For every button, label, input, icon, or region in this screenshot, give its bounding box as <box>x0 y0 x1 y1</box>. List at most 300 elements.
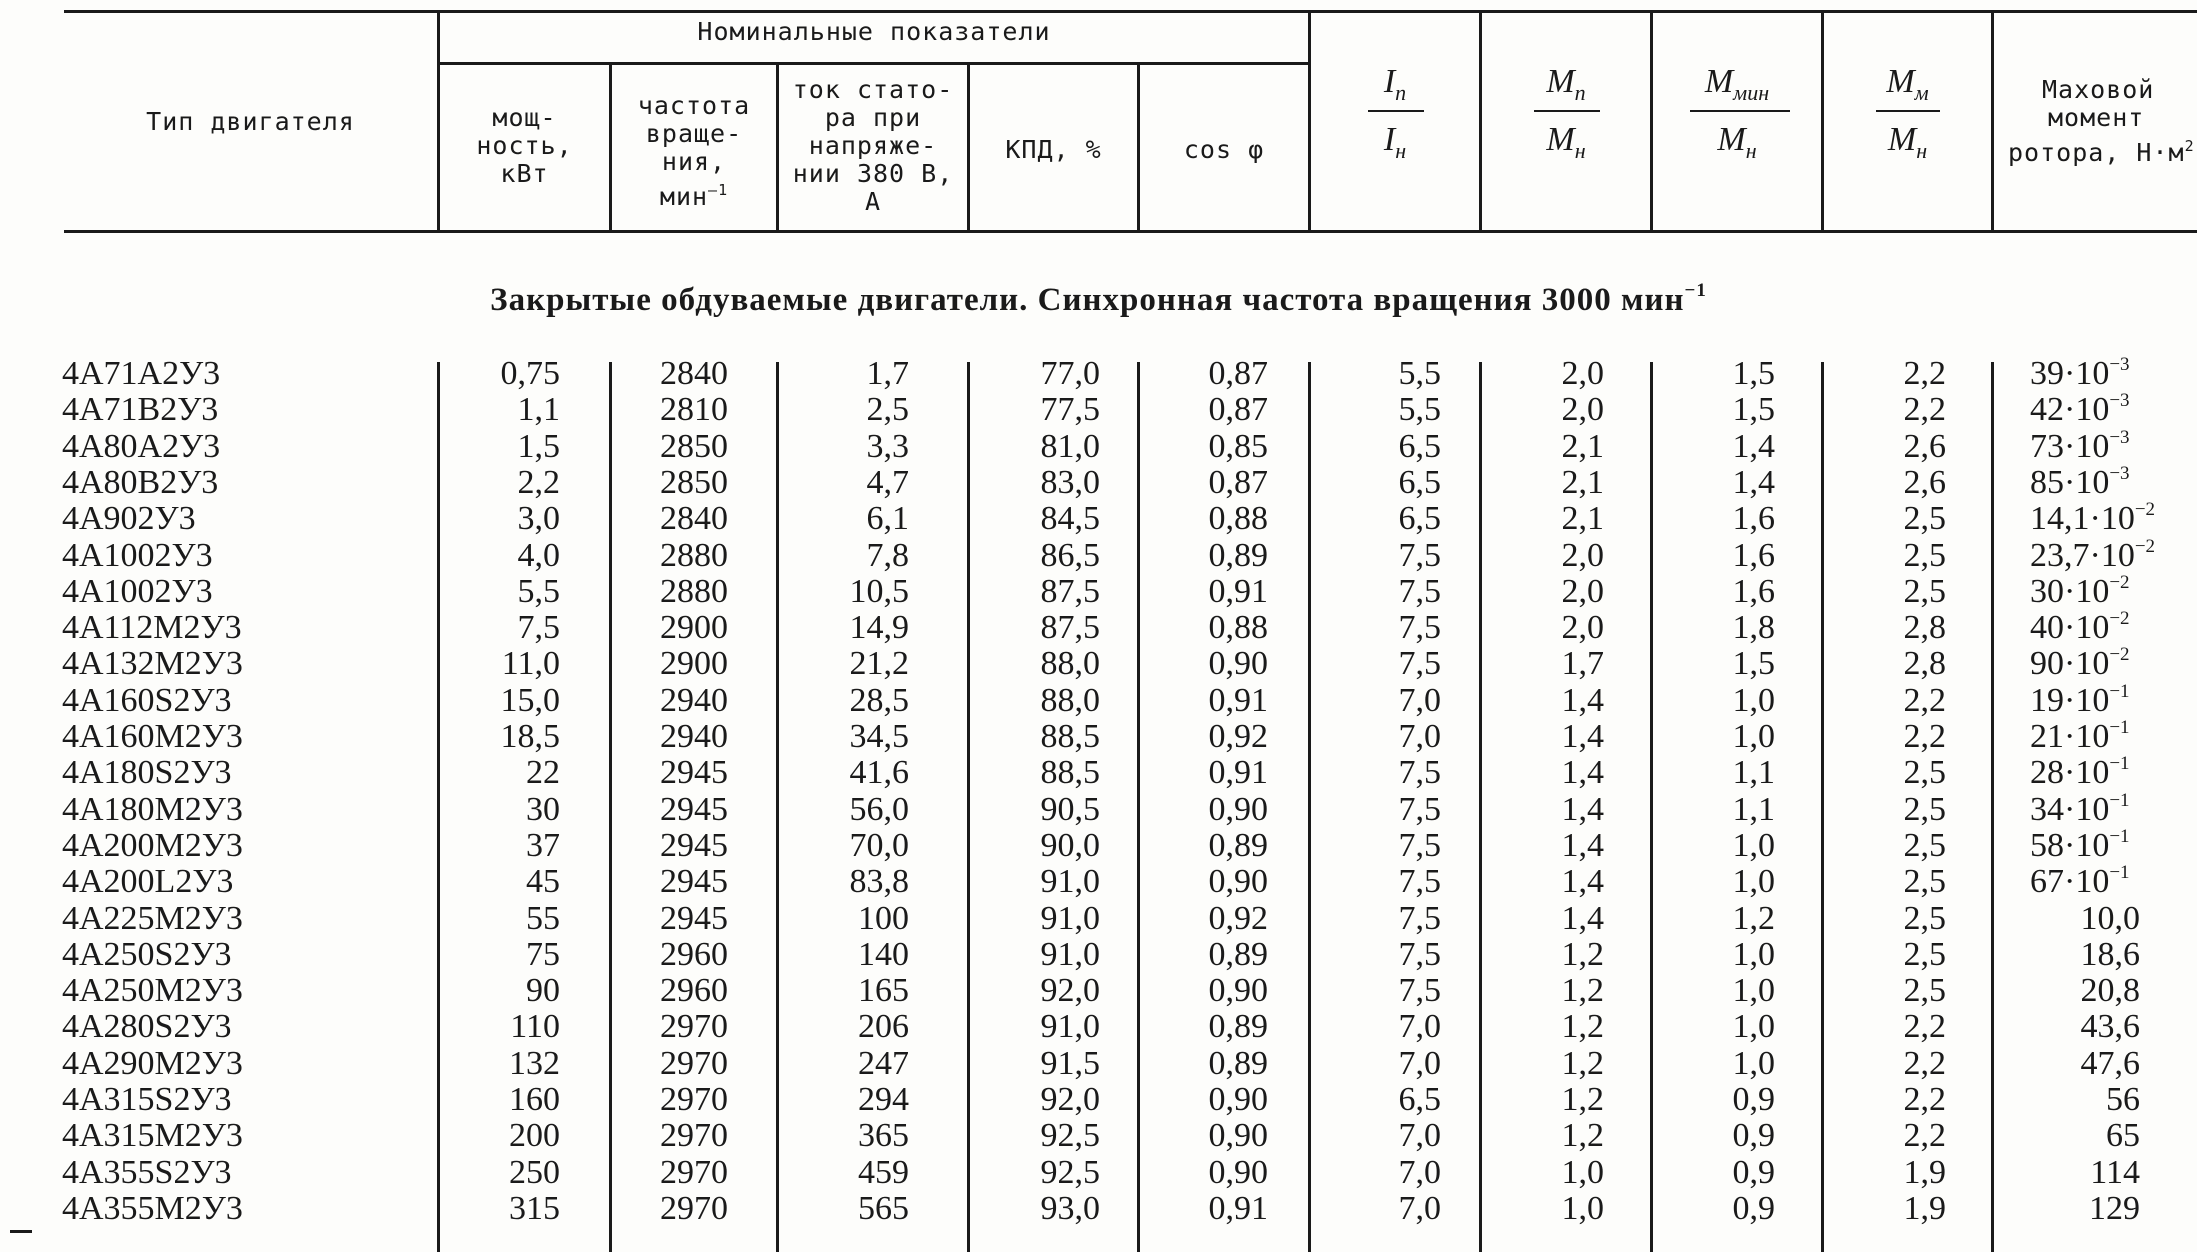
flywheel-exponent: −1 <box>2109 717 2130 738</box>
cell-mm: 2,5 <box>1903 500 1946 537</box>
cell-mp: 2,0 <box>1561 355 1604 392</box>
cell-cos: 0,91 <box>1208 754 1268 791</box>
cell-current: 4,7 <box>866 464 909 501</box>
cell-flywheel <box>2030 1155 2140 1191</box>
cell-speed: 2840 <box>660 500 728 537</box>
cell-mm: 2,5 <box>1903 827 1946 864</box>
cell-mmin: 1,0 <box>1732 827 1775 864</box>
cell-mmin: 0,9 <box>1732 1154 1775 1191</box>
cell-current: 247 <box>858 1045 909 1082</box>
flywheel-exponent: −3 <box>2109 463 2130 484</box>
cell-mmin: 1,8 <box>1732 609 1775 646</box>
cell-ip: 7,5 <box>1398 863 1441 900</box>
cell-ip: 7,5 <box>1398 537 1441 574</box>
cell-mmin: 1,0 <box>1732 682 1775 719</box>
cell-mp: 1,7 <box>1561 645 1604 682</box>
cell-mp: 1,0 <box>1561 1154 1604 1191</box>
header-mmin-fraction-bar <box>1690 110 1790 112</box>
cell-mm: 2,8 <box>1903 645 1946 682</box>
cell-power: 1,1 <box>517 391 560 428</box>
cell-type: 4А71А2У3 <box>62 355 221 392</box>
cell-type: 4А280S2У3 <box>62 1008 232 1045</box>
cell-type: 4А180S2У3 <box>62 754 232 791</box>
cell-mmin: 1,5 <box>1732 355 1775 392</box>
cell-current: 565 <box>858 1190 909 1227</box>
cell-eff: 87,5 <box>1040 609 1100 646</box>
cell-speed: 2945 <box>660 754 728 791</box>
flywheel-base: 56 <box>2106 1081 2140 1118</box>
cell-flywheel <box>2030 901 2140 937</box>
cell-type: 4А290М2У3 <box>62 1045 243 1082</box>
flywheel-exponent: −3 <box>2109 354 2130 375</box>
flywheel-base: 28·10 <box>2030 754 2110 791</box>
cell-speed: 2970 <box>660 1045 728 1082</box>
body-divider <box>1991 362 1994 1252</box>
cell-power: 3,0 <box>517 500 560 537</box>
cell-speed: 2850 <box>660 464 728 501</box>
header-power: мощ- ность, кВт <box>476 103 573 188</box>
cell-speed: 2810 <box>660 391 728 428</box>
cell-cos: 0,92 <box>1208 718 1268 755</box>
cell-power: 0,75 <box>500 355 560 392</box>
cell-mm: 2,5 <box>1903 537 1946 574</box>
flywheel-base: 42·10 <box>2030 391 2110 428</box>
header-mp-fraction-bar <box>1534 110 1600 112</box>
cell-ip: 7,5 <box>1398 645 1441 682</box>
cell-mmin: 0,9 <box>1732 1117 1775 1154</box>
cell-mmin: 1,2 <box>1732 900 1775 937</box>
cell-mm: 2,5 <box>1903 900 1946 937</box>
cell-eff: 88,0 <box>1040 682 1100 719</box>
header-mp-numerator: $M_п$ <box>1546 63 1586 105</box>
cell-flywheel <box>2030 538 2197 574</box>
cell-eff: 92,5 <box>1040 1117 1100 1154</box>
header-bottom-rule <box>64 230 2197 233</box>
flywheel-exponent: −1 <box>2109 790 2130 811</box>
cell-ip: 7,5 <box>1398 754 1441 791</box>
flywheel-base: 39·10 <box>2030 355 2110 392</box>
cell-mp: 2,0 <box>1561 391 1604 428</box>
cell-speed: 2970 <box>660 1190 728 1227</box>
cell-mmin: 1,0 <box>1732 972 1775 1009</box>
cell-speed: 2970 <box>660 1008 728 1045</box>
cell-eff: 93,0 <box>1040 1190 1100 1227</box>
cell-eff: 90,5 <box>1040 791 1100 828</box>
cell-type: 4А71В2У3 <box>62 391 219 428</box>
header-mmin-denominator: $M_н$ <box>1717 121 1757 163</box>
cell-mp: 2,0 <box>1561 573 1604 610</box>
cell-current: 56,0 <box>849 791 909 828</box>
flywheel-base: 18,6 <box>2080 936 2140 973</box>
flywheel-base: 73·10 <box>2030 428 2110 465</box>
flywheel-base: 40·10 <box>2030 609 2110 646</box>
cell-power: 1,5 <box>517 428 560 465</box>
cell-mmin: 1,0 <box>1732 1045 1775 1082</box>
cell-flywheel <box>2030 937 2140 973</box>
cell-eff: 92,0 <box>1040 972 1100 1009</box>
cell-mm: 2,5 <box>1903 863 1946 900</box>
cell-type: 4А112М2У3 <box>62 609 242 646</box>
cell-speed: 2970 <box>660 1081 728 1118</box>
cell-flywheel <box>2030 792 2197 828</box>
cell-mmin: 0,9 <box>1732 1081 1775 1118</box>
cell-cos: 0,89 <box>1208 1045 1268 1082</box>
cell-speed: 2960 <box>660 972 728 1009</box>
cell-mp: 1,4 <box>1561 718 1604 755</box>
flywheel-base: 10,0 <box>2080 900 2140 937</box>
flywheel-base: 85·10 <box>2030 464 2110 501</box>
cell-flywheel <box>2030 1009 2140 1045</box>
cell-eff: 77,0 <box>1040 355 1100 392</box>
cell-cos: 0,90 <box>1208 1081 1268 1118</box>
cell-mmin: 1,6 <box>1732 573 1775 610</box>
cell-power: 4,0 <box>517 537 560 574</box>
cell-flywheel <box>2030 1118 2140 1154</box>
cell-ip: 7,0 <box>1398 1117 1441 1154</box>
cell-ip: 7,5 <box>1398 827 1441 864</box>
cell-mm: 2,2 <box>1903 1081 1946 1118</box>
cell-speed: 2945 <box>660 827 728 864</box>
cell-flywheel <box>2030 429 2197 465</box>
cell-ip: 7,5 <box>1398 791 1441 828</box>
cell-mp: 1,4 <box>1561 900 1604 937</box>
flywheel-exponent: −1 <box>2109 862 2130 883</box>
cell-current: 6,1 <box>866 500 909 537</box>
cell-power: 250 <box>509 1154 560 1191</box>
cell-cos: 0,90 <box>1208 972 1268 1009</box>
cell-mmin: 1,5 <box>1732 645 1775 682</box>
cell-cos: 0,91 <box>1208 573 1268 610</box>
cell-speed: 2840 <box>660 355 728 392</box>
cell-eff: 92,5 <box>1040 1154 1100 1191</box>
cell-type: 4А160М2У3 <box>62 718 243 755</box>
cell-power: 22 <box>526 754 560 791</box>
cell-eff: 88,0 <box>1040 645 1100 682</box>
cell-flywheel <box>2030 864 2197 900</box>
cell-ip: 7,0 <box>1398 1008 1441 1045</box>
cell-flywheel <box>2030 828 2197 864</box>
flywheel-exponent: −2 <box>2109 572 2130 593</box>
cell-cos: 0,91 <box>1208 682 1268 719</box>
cell-ip: 5,5 <box>1398 355 1441 392</box>
cell-power: 7,5 <box>517 609 560 646</box>
cell-speed: 2960 <box>660 936 728 973</box>
cell-mmin: 1,6 <box>1732 537 1775 574</box>
cell-mp: 2,0 <box>1561 609 1604 646</box>
cell-mmin: 1,1 <box>1732 754 1775 791</box>
cell-eff: 87,5 <box>1040 573 1100 610</box>
cell-mmin: 1,0 <box>1732 863 1775 900</box>
cell-speed: 2970 <box>660 1117 728 1154</box>
cell-cos: 0,90 <box>1208 1117 1268 1154</box>
flywheel-base: 90·10 <box>2030 645 2110 682</box>
flywheel-base: 58·10 <box>2030 827 2110 864</box>
header-ip-denominator: $I_н$ <box>1383 121 1407 163</box>
cell-cos: 0,88 <box>1208 500 1268 537</box>
flywheel-exponent: −3 <box>2109 427 2130 448</box>
cell-cos: 0,89 <box>1208 1008 1268 1045</box>
cell-cos: 0,89 <box>1208 537 1268 574</box>
cell-eff: 88,5 <box>1040 718 1100 755</box>
cell-current: 3,3 <box>866 428 909 465</box>
cell-mp: 1,4 <box>1561 791 1604 828</box>
cell-power: 45 <box>526 863 560 900</box>
cell-mm: 2,2 <box>1903 1008 1946 1045</box>
cell-flywheel <box>2030 755 2197 791</box>
cell-mp: 2,0 <box>1561 537 1604 574</box>
cell-mm: 2,6 <box>1903 464 1946 501</box>
cell-mm: 2,6 <box>1903 428 1946 465</box>
cell-type: 4А355S2У3 <box>62 1154 232 1191</box>
header-ip-numerator: $I_п$ <box>1383 63 1407 105</box>
flywheel-base: 34·10 <box>2030 791 2110 828</box>
cell-mmin: 0,9 <box>1732 1190 1775 1227</box>
flywheel-base: 114 <box>2090 1154 2140 1191</box>
cell-power: 200 <box>509 1117 560 1154</box>
cell-eff: 92,0 <box>1040 1081 1100 1118</box>
header-mm-numerator: $M_м$ <box>1886 63 1929 105</box>
cell-mmin: 1,0 <box>1732 1008 1775 1045</box>
header-speed: частота враще- ния, мин$^{—1}$ <box>637 91 751 211</box>
cell-mm: 2,5 <box>1903 573 1946 610</box>
cell-power: 5,5 <box>517 573 560 610</box>
header-mmin-numerator: $M_{мин}$ <box>1704 63 1770 105</box>
flywheel-base: 19·10 <box>2030 682 2110 719</box>
header-mm-denominator: $M_н$ <box>1887 121 1928 163</box>
cell-current: 365 <box>858 1117 909 1154</box>
cell-flywheel <box>2030 973 2140 1009</box>
cell-type: 4А250М2У3 <box>62 972 243 1009</box>
cell-power: 90 <box>526 972 560 1009</box>
cell-mm: 1,9 <box>1903 1154 1946 1191</box>
cell-ip: 7,5 <box>1398 609 1441 646</box>
cell-ip: 6,5 <box>1398 500 1441 537</box>
flywheel-base: 30·10 <box>2030 573 2110 610</box>
cell-type: 4А902У3 <box>62 500 196 537</box>
header-ip-fraction-bar <box>1368 110 1424 112</box>
margin-mark <box>10 1230 32 1233</box>
cell-type: 4А160S2У3 <box>62 682 232 719</box>
cell-mp: 1,2 <box>1561 936 1604 973</box>
cell-eff: 81,0 <box>1040 428 1100 465</box>
cell-mm: 2,2 <box>1903 718 1946 755</box>
cell-current: 83,8 <box>849 863 909 900</box>
cell-cos: 0,89 <box>1208 936 1268 973</box>
cell-current: 459 <box>858 1154 909 1191</box>
cell-mmin: 1,5 <box>1732 391 1775 428</box>
cell-type: 4А200М2У3 <box>62 827 243 864</box>
cell-mm: 2,5 <box>1903 936 1946 973</box>
flywheel-base: 14,1·10 <box>2030 500 2135 537</box>
header-divider <box>1991 10 1994 230</box>
cell-cos: 0,88 <box>1208 609 1268 646</box>
cell-current: 34,5 <box>849 718 909 755</box>
flywheel-base: 20,8 <box>2080 972 2140 1009</box>
cell-eff: 91,0 <box>1040 900 1100 937</box>
cell-eff: 91,0 <box>1040 1008 1100 1045</box>
cell-cos: 0,89 <box>1208 827 1268 864</box>
cell-type: 4А200L2У3 <box>62 863 234 900</box>
cell-flywheel <box>2030 1046 2140 1082</box>
cell-flywheel <box>2030 501 2197 537</box>
cell-mp: 1,4 <box>1561 827 1604 864</box>
cell-flywheel <box>2030 392 2197 428</box>
cell-power: 160 <box>509 1081 560 1118</box>
cell-ip: 5,5 <box>1398 391 1441 428</box>
header-group: Номинальные показатели <box>697 17 1051 46</box>
cell-mm: 2,5 <box>1903 791 1946 828</box>
flywheel-base: 43,6 <box>2080 1008 2140 1045</box>
cell-mp: 1,4 <box>1561 754 1604 791</box>
cell-ip: 7,0 <box>1398 1190 1441 1227</box>
group-header-rule <box>440 62 1310 65</box>
cell-eff: 88,5 <box>1040 754 1100 791</box>
cell-current: 7,8 <box>866 537 909 574</box>
header-current: ток стато- ра при напряже- нии 380 В, А <box>792 75 954 216</box>
cell-mp: 1,2 <box>1561 1081 1604 1118</box>
cell-flywheel <box>2030 465 2197 501</box>
cell-flywheel <box>2030 356 2197 392</box>
cell-ip: 7,0 <box>1398 1154 1441 1191</box>
cell-ip: 7,5 <box>1398 573 1441 610</box>
cell-mmin: 1,4 <box>1732 464 1775 501</box>
flywheel-exponent: −1 <box>2109 681 2130 702</box>
cell-power: 30 <box>526 791 560 828</box>
cell-flywheel <box>2030 1191 2140 1227</box>
cell-eff: 90,0 <box>1040 827 1100 864</box>
cell-mp: 1,4 <box>1561 682 1604 719</box>
cell-eff: 86,5 <box>1040 537 1100 574</box>
cell-type: 4А180М2У3 <box>62 791 243 828</box>
header-mp-denominator: $M_н$ <box>1546 121 1586 163</box>
cell-ip: 7,0 <box>1398 718 1441 755</box>
cell-flywheel <box>2030 1082 2140 1118</box>
cell-eff: 91,0 <box>1040 936 1100 973</box>
section-title: Закрытые обдуваемые двигатели. Синхронная частота вращения 3000 мин$^{-1}$ <box>490 280 1707 318</box>
cell-cos: 0,87 <box>1208 464 1268 501</box>
cell-mp: 1,2 <box>1561 1117 1604 1154</box>
cell-current: 41,6 <box>849 754 909 791</box>
cell-current: 70,0 <box>849 827 909 864</box>
cell-type: 4А1002У3 <box>62 537 213 574</box>
cell-speed: 2850 <box>660 428 728 465</box>
cell-power: 315 <box>509 1190 560 1227</box>
cell-power: 75 <box>526 936 560 973</box>
cell-flywheel <box>2030 683 2197 719</box>
cell-ip: 6,5 <box>1398 1081 1441 1118</box>
flywheel-exponent: −2 <box>2109 644 2130 665</box>
cell-type: 4А80А2У3 <box>62 428 221 465</box>
header-efficiency: КПД, % <box>1005 135 1102 164</box>
cell-mmin: 1,4 <box>1732 428 1775 465</box>
cell-type: 4А315S2У3 <box>62 1081 232 1118</box>
cell-speed: 2940 <box>660 718 728 755</box>
cell-power: 18,5 <box>500 718 560 755</box>
header-mm-fraction-bar <box>1876 110 1940 112</box>
cell-cos: 0,90 <box>1208 645 1268 682</box>
flywheel-exponent: −1 <box>2109 826 2130 847</box>
cell-eff: 84,5 <box>1040 500 1100 537</box>
cell-mmin: 1,0 <box>1732 936 1775 973</box>
cell-speed: 2880 <box>660 573 728 610</box>
cell-current: 1,7 <box>866 355 909 392</box>
cell-current: 294 <box>858 1081 909 1118</box>
cell-power: 2,2 <box>517 464 560 501</box>
flywheel-exponent: −1 <box>2109 753 2130 774</box>
flywheel-exponent: −3 <box>2109 390 2130 411</box>
cell-mm: 2,8 <box>1903 609 1946 646</box>
cell-mm: 2,2 <box>1903 1045 1946 1082</box>
cell-mp: 2,1 <box>1561 428 1604 465</box>
cell-ip: 7,5 <box>1398 936 1441 973</box>
cell-current: 21,2 <box>849 645 909 682</box>
cell-mm: 2,5 <box>1903 972 1946 1009</box>
cell-power: 11,0 <box>501 645 560 682</box>
cell-ip: 7,0 <box>1398 682 1441 719</box>
cell-ip: 7,0 <box>1398 1045 1441 1082</box>
cell-cos: 0,87 <box>1208 355 1268 392</box>
cell-ip: 6,5 <box>1398 428 1441 465</box>
cell-ip: 6,5 <box>1398 464 1441 501</box>
cell-cos: 0,92 <box>1208 900 1268 937</box>
cell-mp: 1,4 <box>1561 863 1604 900</box>
cell-cos: 0,90 <box>1208 1154 1268 1191</box>
cell-eff: 91,5 <box>1040 1045 1100 1082</box>
cell-current: 2,5 <box>866 391 909 428</box>
flywheel-base: 23,7·10 <box>2030 537 2135 574</box>
cell-type: 4А355М2У3 <box>62 1190 243 1227</box>
header-flywheel: Маховой момент ротора, $Н\cdot м^2$ <box>2008 75 2195 167</box>
cell-mm: 2,2 <box>1903 682 1946 719</box>
flywheel-exponent: −2 <box>2134 499 2156 520</box>
cell-mp: 1,2 <box>1561 1008 1604 1045</box>
cell-eff: 83,0 <box>1040 464 1100 501</box>
cell-current: 165 <box>858 972 909 1009</box>
flywheel-base: 65 <box>2106 1117 2140 1154</box>
cell-type: 4А80В2У3 <box>62 464 219 501</box>
cell-cos: 0,90 <box>1208 791 1268 828</box>
cell-speed: 2940 <box>660 682 728 719</box>
header-type: Тип двигателя <box>146 107 355 136</box>
cell-power: 110 <box>510 1008 560 1045</box>
cell-type: 4А315М2У3 <box>62 1117 243 1154</box>
cell-speed: 2880 <box>660 537 728 574</box>
flywheel-base: 129 <box>2089 1190 2140 1227</box>
flywheel-exponent: −2 <box>2109 608 2130 629</box>
cell-type: 4А225М2У3 <box>62 900 243 937</box>
cell-speed: 2900 <box>660 609 728 646</box>
cell-mmin: 1,6 <box>1732 500 1775 537</box>
table-top-rule <box>64 10 2197 13</box>
cell-mm: 2,2 <box>1903 1117 1946 1154</box>
cell-flywheel <box>2030 574 2197 610</box>
cell-current: 140 <box>858 936 909 973</box>
cell-speed: 2945 <box>660 791 728 828</box>
cell-current: 14,9 <box>849 609 909 646</box>
cell-type: 4А250S2У3 <box>62 936 232 973</box>
cell-speed: 2945 <box>660 863 728 900</box>
cell-current: 206 <box>858 1008 909 1045</box>
header-cosphi: cos φ <box>1183 135 1265 164</box>
flywheel-base: 47,6 <box>2080 1045 2140 1082</box>
cell-power: 132 <box>509 1045 560 1082</box>
flywheel-base: 67·10 <box>2030 863 2110 900</box>
cell-mm: 2,2 <box>1903 355 1946 392</box>
cell-cos: 0,91 <box>1208 1190 1268 1227</box>
cell-power: 37 <box>526 827 560 864</box>
cell-current: 100 <box>858 900 909 937</box>
cell-type: 4А132М2У3 <box>62 645 243 682</box>
